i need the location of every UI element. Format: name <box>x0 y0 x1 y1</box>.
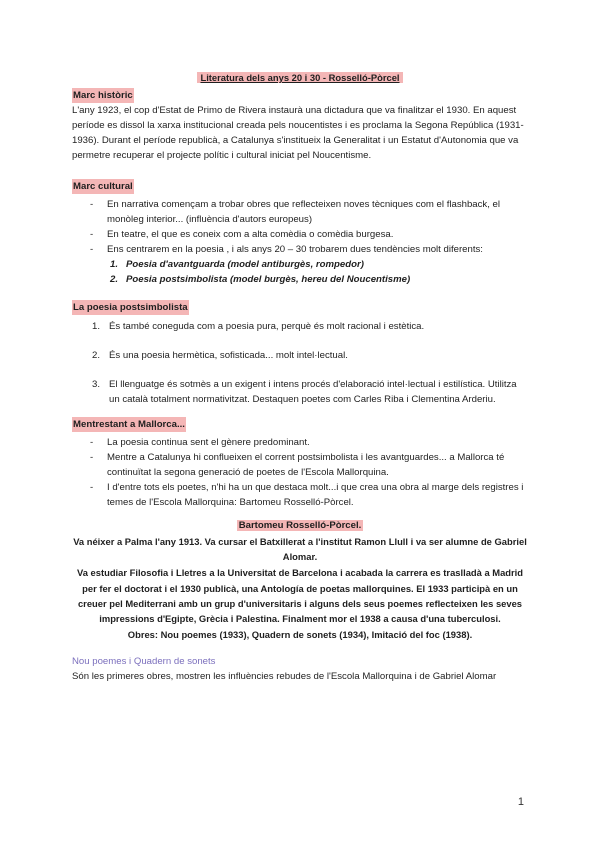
paragraph-marc-historic: L'any 1923, el cop d'Estat de Primo de Rivera instaurà una dictadura que va finalitzar el 1930. En aquest període es dissol la xarxa institucional creada pels noucentistes i es proclama la Segona República (1931-1936). Durant el període republicà, a Catalunya s'institueix la Generalitat i un Estatut d'Autonomia que va permetre recuperar el projecte polític i cultural iniciat pel Noucentisme. <box>72 105 524 161</box>
list-item: - I d'entre tots els poetes, n'hi ha un que destaca molt...i que crea una obra al marge dels registres i temes de l'Escola Mallorquina: Bartomeu Rosselló-Pòrcel. <box>90 480 528 510</box>
document-title: Literatura dels anys 20 i 30 - Rosselló-Pòrcel <box>197 72 402 83</box>
section-mallorca <box>72 417 528 510</box>
list-item: - En narrativa començam a trobar obres que reflecteixen noves tècniques com el flashback, el monòleg interior... (influència d'autors europeus) <box>90 197 528 227</box>
list-item <box>110 257 528 272</box>
section-postsimbolista <box>72 300 528 407</box>
section-marc-historic <box>72 88 528 163</box>
list-item <box>92 319 528 334</box>
heading-marc-cultural: Marc cultural <box>73 181 133 192</box>
list-text: Poesia postsimbolista (model burgès, hereu del Noucentisme) <box>126 274 411 285</box>
list-number: 2. <box>110 274 119 285</box>
list-text: Poesia d'avantguarda (model antiburgès, rompedor) <box>126 259 364 270</box>
list-number: 1. <box>92 321 101 332</box>
list-item: - Ens centrarem en la poesia , i als anys 20 – 30 trobarem dues tendències molt diferents: <box>90 242 528 257</box>
list-postsimbolista <box>72 319 528 407</box>
bio-works: Obres: Nou poemes (1933), Quadern de sonets (1934), Imitació del foc (1938). <box>127 629 473 641</box>
paragraph-nou-poemes: Són les primeres obres, mostren les influències rebudes de l'Escola Mallorquina i de Gabriel Alomar <box>72 671 497 683</box>
list-number: 1. <box>110 259 119 270</box>
title-row <box>72 70 528 86</box>
list-item <box>92 348 528 363</box>
section-marc-cultural <box>72 179 528 287</box>
bio-heading-row <box>72 518 528 533</box>
list-text: És també coneguda com a poesia pura, perquè és molt racional i estètica. <box>109 321 425 332</box>
heading-marc-historic: Marc històric <box>73 90 133 101</box>
document-page <box>72 70 528 684</box>
heading-postsimbolista: La poesia postsimbolista <box>73 302 188 313</box>
page-number: 1 <box>517 796 524 808</box>
list-text: El llenguatge és sotmès a un exigent i intens procés d'elaboració intel·lectual i estilística. Utilitza un català totalment normativitzat. Destaquen poetes com Carles Riba i Clementina Arderiu. <box>109 379 517 405</box>
list-marc-cultural <box>72 197 528 257</box>
list-number: 3. <box>92 379 101 390</box>
list-item: - Mentre a Catalunya hi conflueixen el corrent postsimbolista i les avantguardes... a Mallorca té continuïtat la segona generació de poetes de l'Escola Mallorquina. <box>90 450 528 480</box>
bio-line-2: Va estudiar Filosofia i Lletres a la Universitat de Barcelona i acabada la carrera es traslladà a Madrid per fer el doctorat i el 1930 publicà, una Antología de poetas mallorquines. El 1933 participà en un creuer pel Mediterrani amb un grup d'universitaris i alguns dels seus poemes reflecteixen les seves impressions d'Egipte, Grècia i Palestina. Finalment mor el 1938 a causa d'una tuberculosi. <box>76 567 524 625</box>
list-item: - En teatre, el que es coneix com a alta comèdia o comèdia burgesa. <box>90 227 528 242</box>
heading-mallorca: Mentrestant a Mallorca... <box>73 419 185 430</box>
list-text: És una poesia hermètica, sofisticada... molt intel·lectual. <box>109 350 348 361</box>
list-item <box>92 377 528 407</box>
bio-line-1: Va néixer a Palma l'any 1913. Va cursar el Batxillerat a l'institut Ramon Llull i va ser alumne de Gabriel Alomar. <box>73 536 527 563</box>
list-mallorca <box>72 435 528 510</box>
list-item <box>110 272 528 287</box>
list-tendencies <box>72 257 528 287</box>
heading-bio: Bartomeu Rosselló-Pòrcel. <box>238 520 362 531</box>
list-item: - La poesia continua sent el gènere predominant. <box>90 435 528 450</box>
heading-nou-poemes: Nou poemes i Quadern de sonets <box>72 656 216 668</box>
list-number: 2. <box>92 350 101 361</box>
